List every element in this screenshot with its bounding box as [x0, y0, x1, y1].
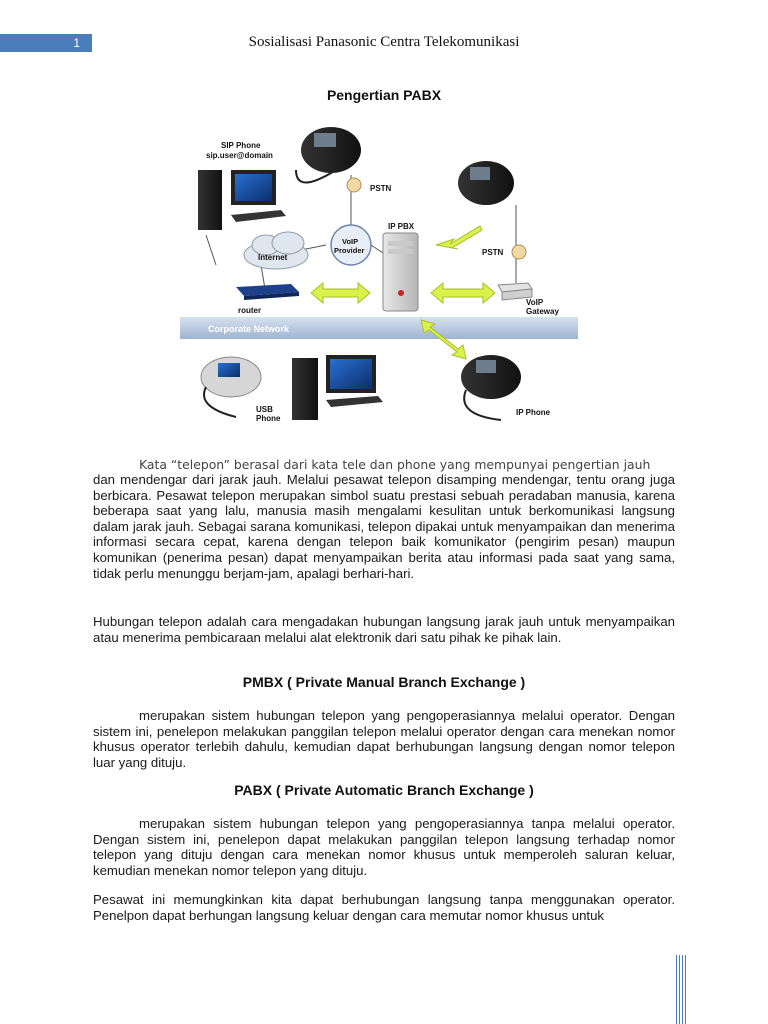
ip-phone-icon [461, 355, 521, 420]
usb-phone-computer-icon [292, 355, 383, 420]
router-label: router [238, 306, 262, 315]
running-header-title: Sosialisasi Panasonic Centra Telekomunikasi [248, 34, 520, 50]
usb-phone-icon [201, 357, 261, 417]
section-title: Pengertian PABX [326, 87, 442, 103]
sip-phone-computer-icon [198, 170, 286, 230]
paragraph-1-first-line: Kata “telepon” berasal dari kata tele dan phone yang mempunyai pengertian jauh [139, 457, 651, 472]
voip-gateway-label-1: VoIP [526, 298, 544, 307]
internet-label: Internet [258, 253, 288, 262]
paragraph-pabx: merupakan sistem hubungan telepon yang pengoperasiannya tanpa melalui operator. Dengan sistem ini, penelepon dapat melakukan panggilan telepon langsung terhadap nomor telepon yang dituju dengan cara menekan nomor khusus untuk memperoleh saluran keluar, kemudian menekan nomor telepon yang dituju. [93, 816, 675, 878]
internet-cloud-icon [244, 232, 308, 269]
pabx-heading: PABX ( Private Automatic Branch Exchange ) [234, 782, 534, 798]
paragraph-1-body: dan mendengar dari jarak jauh. Melalui pesawat telepon disamping mendengar, tentu orang juga berbicara. Pesawat telepon merupakan simbol suatu prestasi sebuah peradaban manusia, karena beberapa saat yang lalu, manusia masih mengalami kesulitan untuk berkomunikasi langsung dalam jarak jauh. Sebagai sarana komunikasi, telepon dipakai untuk menyampaikan dan menerima informasi secara cepat, karena dengan telepon baik komunikator (pengirim pesan) maupun komunikan (penerima pesan) dapat menyampaikan berita atau informasi pada saat yang sama, tidak perlu menunggu berjam-jam, apalagi berhari-hari. [93, 472, 675, 581]
paragraph-pmbx: merupakan sistem hubungan telepon yang pengoperasiannya melalui operator. Dengan sistem ini, penelepon melakukan panggilan telepon melalui operator dengan cara menekan nomor khusus operator terlebih dahulu, kemudian dapat berhubungan langsung dengan nomor telepon luar yang dituju. [93, 708, 675, 770]
sip-user-label: sip.user@domain [206, 151, 273, 160]
corporate-network-label: Corporate Network [208, 324, 290, 334]
voip-gateway-label-2: Gateway [526, 307, 559, 316]
pstn-left-label: PSTN [370, 184, 392, 193]
usb-phone-label-1: USB [256, 405, 273, 414]
usb-phone-label-2: Phone [256, 414, 281, 423]
voip-provider-label-2: Provider [334, 246, 365, 255]
decorative-vertical-bars [676, 955, 686, 1024]
paragraph-5: Pesawat ini memungkinkan kita dapat berhubungan langsung tanpa menggunakan operator. Penelpon dapat berhungan langsung keluar dengan cara memutar nomor khusus untuk [93, 892, 675, 923]
sip-phone-label: SIP Phone [221, 141, 261, 150]
pstn-right-label: PSTN [482, 248, 504, 257]
desk-phone-top-icon [296, 127, 361, 183]
ip-pbx-server-icon [383, 233, 418, 311]
ip-phone-label: IP Phone [516, 408, 551, 417]
pmbx-heading: PMBX ( Private Manual Branch Exchange ) [242, 674, 526, 690]
ip-pbx-label: IP PBX [388, 222, 415, 231]
desk-phone-right-icon [458, 161, 514, 205]
router-icon [236, 284, 299, 300]
voip-provider-label-1: VoIP [342, 237, 359, 246]
paragraph-2: Hubungan telepon adalah cara mengadakan hubungan langsung jarak jauh untuk menyampaikan atau menerima pembicaraan melalui alat elektronik dari satu pihak ke pihak lain. [93, 614, 675, 645]
pabx-network-diagram [176, 115, 586, 435]
page-number-badge: 1 [0, 34, 92, 52]
